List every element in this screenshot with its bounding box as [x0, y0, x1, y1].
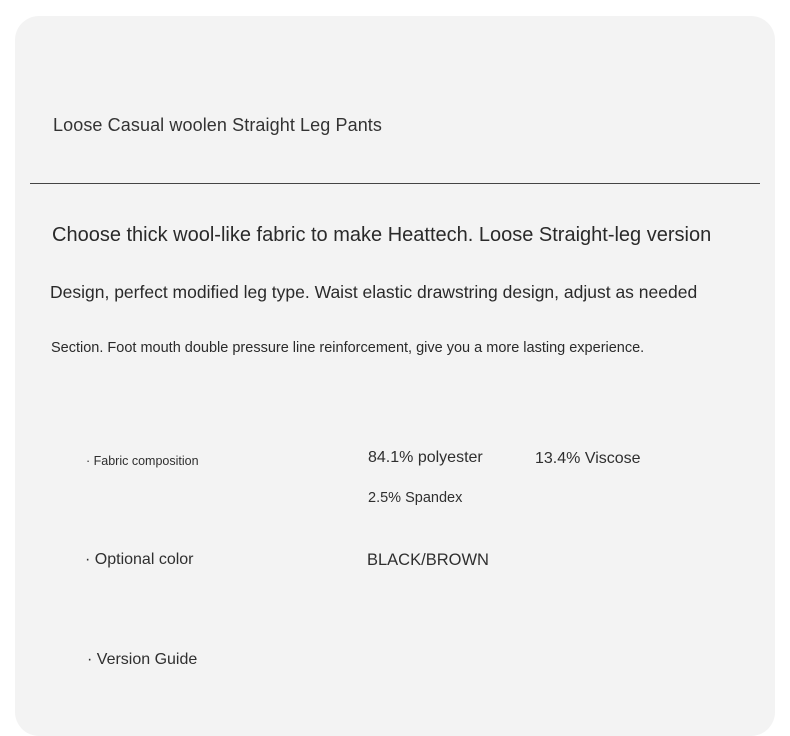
description-line-2: Design, perfect modified leg type. Waist elastic drawstring design, adjust as needed — [50, 282, 698, 302]
fabric-value-spandex: 2.5% Spandex — [368, 490, 463, 506]
fabric-value-polyester: 84.1% polyester — [368, 449, 483, 466]
description-line-3: Section. Foot mouth double pressure line reinforcement, give you a more lasting experience. — [51, 340, 645, 356]
version-guide-label: · Version Guide — [87, 651, 198, 668]
fabric-value-viscose: 13.4% Viscose — [535, 450, 641, 467]
optional-color-label: · Optional color — [85, 551, 194, 568]
product-detail-card — [15, 16, 775, 736]
fabric-composition-label: · Fabric composition — [86, 454, 199, 468]
title-divider — [30, 183, 760, 184]
optional-color-value: BLACK/BROWN — [367, 551, 489, 569]
description-line-1: Choose thick wool-like fabric to make Heattech. Loose Straight-leg version — [52, 224, 712, 246]
product-title: Loose Casual woolen Straight Leg Pants — [53, 115, 383, 135]
